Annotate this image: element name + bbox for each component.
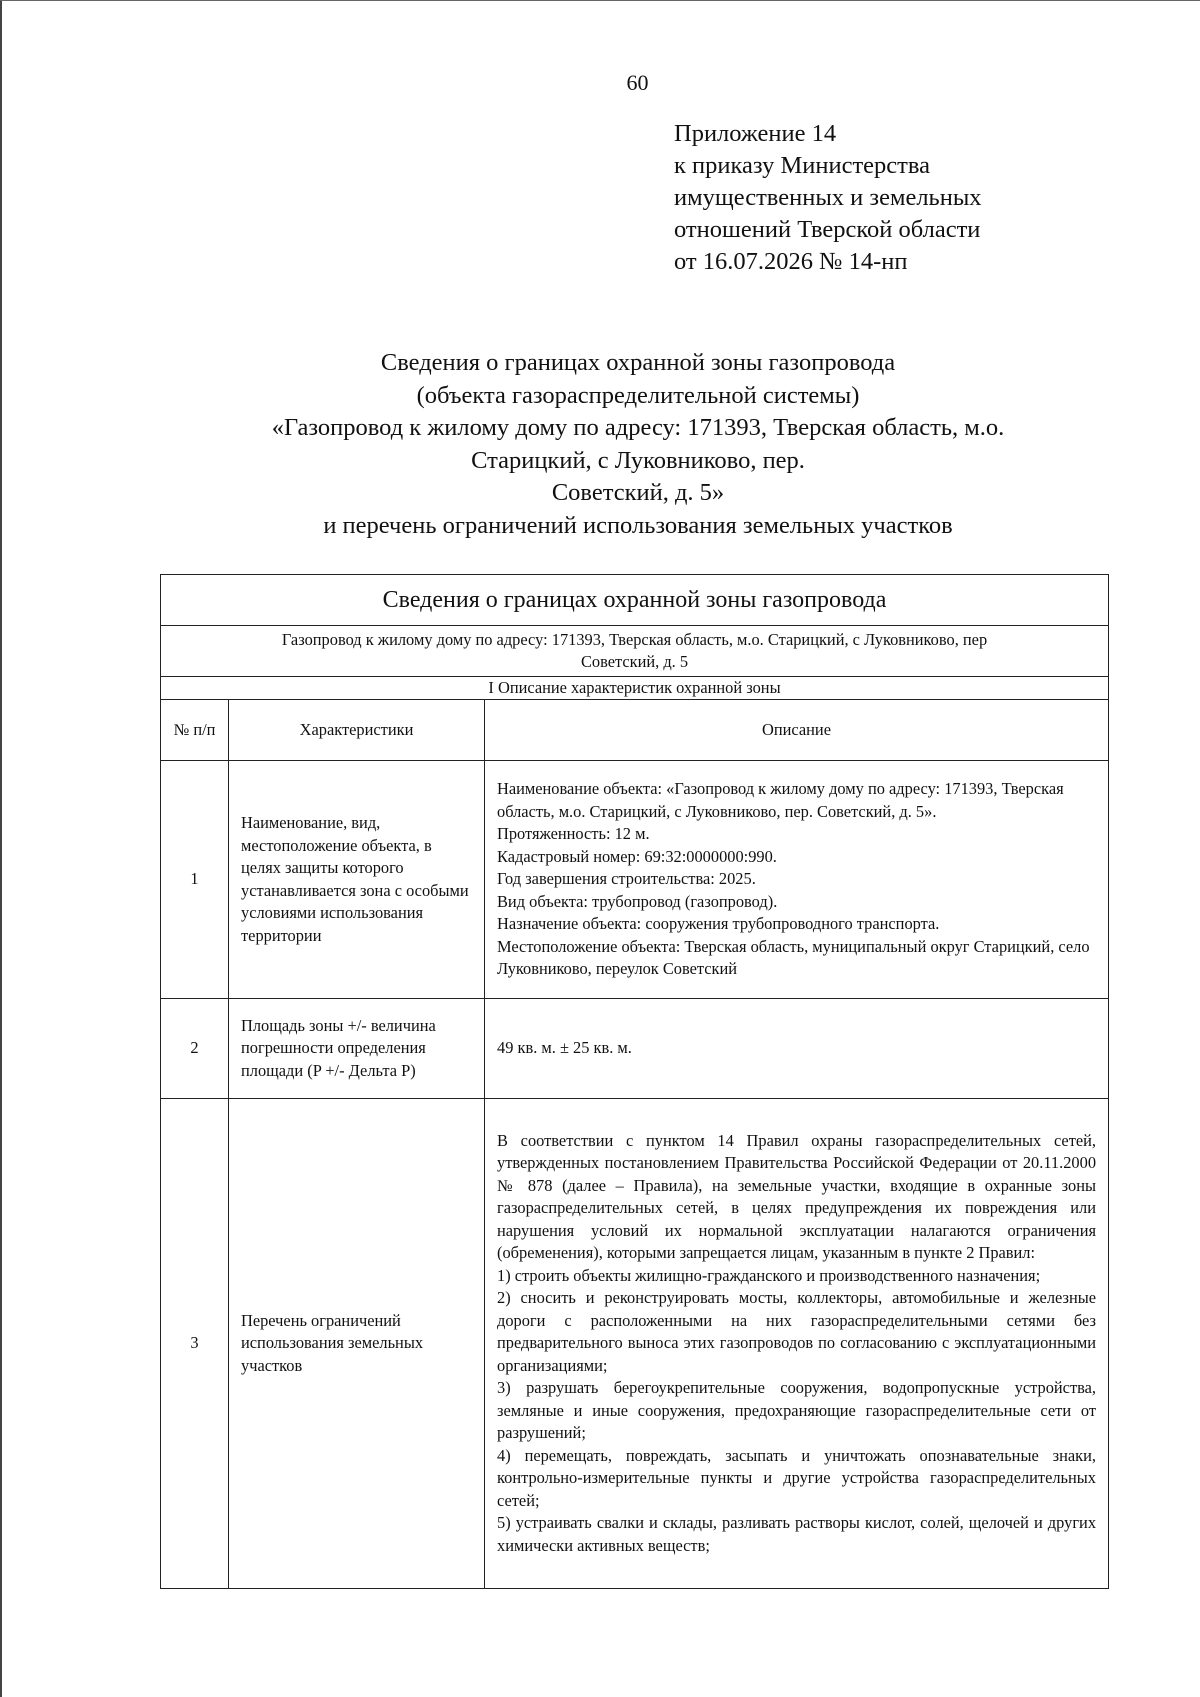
table-object-name bbox=[161, 626, 1109, 677]
table-header-row bbox=[161, 700, 1109, 761]
row-characteristic: Площадь зоны +/- величина погрешности определения площади (P +/- Дельта P) bbox=[229, 999, 485, 1099]
appendix-line: от 16.07.2026 № 14-нп bbox=[674, 248, 908, 275]
section-heading: I Описание характеристик охранной зоны bbox=[161, 677, 1109, 700]
header-num: № п/п bbox=[161, 700, 229, 761]
scan-edge bbox=[0, 0, 2, 1697]
description-line: Кадастровый номер: 69:32:0000000:990. bbox=[497, 846, 777, 866]
appendix-line: Приложение 14 bbox=[674, 120, 837, 147]
header-characteristics: Характеристики bbox=[229, 700, 485, 761]
description-line: 3) разрушать берегоукрепительные сооружения, водопропускные устройства, земляные и иные сооружения, предохраняющие газораспределительные сети от разрушений; bbox=[497, 1378, 1097, 1443]
description-line: 1) строить объекты жилищно-гражданского и производственного назначения; bbox=[497, 1265, 1041, 1285]
row-characteristic: Перечень ограничений использования земельных участков bbox=[229, 1099, 485, 1589]
description-line: 49 кв. м. ± 25 кв. м. bbox=[497, 1038, 632, 1058]
header-description: Описание bbox=[485, 700, 1109, 761]
title-line: Старицкий, с Луковниково, пер. bbox=[471, 446, 805, 474]
title-line: «Газопровод к жилому дому по адресу: 171393, Тверская область, м.о. bbox=[271, 414, 1005, 441]
table-row bbox=[161, 999, 1109, 1099]
object-name-line: Советский, д. 5 bbox=[580, 652, 689, 671]
scan-edge-top bbox=[0, 0, 1200, 1]
table-row bbox=[161, 761, 1109, 999]
appendix-line: к приказу Министерства bbox=[674, 152, 930, 179]
table-title: Сведения о границах охранной зоны газопровода bbox=[161, 575, 1109, 626]
object-name-line: Газопровод к жилому дому по адресу: 171393, Тверская область, м.о. Старицкий, с Луковниково, пер bbox=[281, 630, 988, 649]
title-line: Советский, д. 5» bbox=[551, 479, 725, 506]
description-line: Вид объекта: трубопровод (газопровод). bbox=[497, 891, 778, 911]
table-row bbox=[161, 1099, 1109, 1589]
row-characteristic: Наименование, вид, местоположение объекта, в целях защиты которого устанавливается зона с особыми условиями использования территории bbox=[229, 761, 485, 999]
protection-zone-table bbox=[160, 574, 1109, 1589]
title-line: (объекта газораспределительной системы) bbox=[416, 381, 860, 409]
table-title-row bbox=[161, 575, 1109, 626]
title-line: Сведения о границах охранной зоны газопровода bbox=[380, 349, 896, 376]
description-line: В соответствии с пунктом 14 Правил охраны газораспределительных сетей, утвержденных постановлением Правительства Российской Федерации от 20.11.2000 № 878 (далее – Правила), на земельные участки, входящие в охранные зоны газораспределительных сетей, в целях предупреждения их повреждения или нарушения условий их нормальной эксплуатации налагаются ограничения (обременения), которыми запрещается лицам, указанным в пункте 2 Правил: bbox=[497, 1130, 1097, 1263]
appendix-line: имущественных и земельных bbox=[674, 184, 982, 211]
description-line: 4) перемещать, повреждать, засыпать и уничтожать опознавательные знаки, контрольно-измерительные пункты и другие устройства газораспределительных сетей; bbox=[497, 1445, 1097, 1510]
row-description bbox=[485, 1099, 1109, 1589]
appendix-line: отношений Тверской области bbox=[674, 216, 981, 243]
document-title bbox=[150, 347, 1126, 542]
row-number: 3 bbox=[161, 1099, 229, 1589]
title-line: и перечень ограничений использования земельных участков bbox=[323, 511, 953, 539]
row-description bbox=[485, 999, 1109, 1099]
row-description bbox=[485, 761, 1109, 999]
appendix-block bbox=[674, 118, 982, 278]
description-line: Наименование объекта: «Газопровод к жилому дому по адресу: 171393, Тверская область, м.о. Старицкий, с Луковниково, пер. Советский, д. 5». bbox=[497, 779, 1064, 821]
table-section-row bbox=[161, 677, 1109, 700]
description-line: 2) сносить и реконструировать мосты, коллекторы, автомобильные и железные дороги с расположенными на них газораспределительными сетями без предварительного выноса этих газопроводов по согласованию с эксплуатационными организациями; bbox=[497, 1288, 1097, 1375]
table-object-row bbox=[161, 626, 1109, 677]
row-number: 2 bbox=[161, 999, 229, 1099]
description-line: Год завершения строительства: 2025. bbox=[497, 869, 756, 889]
description-line: Местоположение объекта: Тверская область, муниципальный округ Старицкий, село Луковниково, переулок Советский bbox=[497, 936, 1090, 979]
row-number: 1 bbox=[161, 761, 229, 999]
description-line: 5) устраивать свалки и склады, разливать растворы кислот, солей, щелочей и других химически активных веществ; bbox=[497, 1513, 1097, 1555]
page-number: 60 bbox=[626, 70, 649, 95]
description-line: Протяженность: 12 м. bbox=[497, 824, 650, 844]
description-line: Назначение объекта: сооружения трубопроводного транспорта. bbox=[497, 914, 940, 934]
